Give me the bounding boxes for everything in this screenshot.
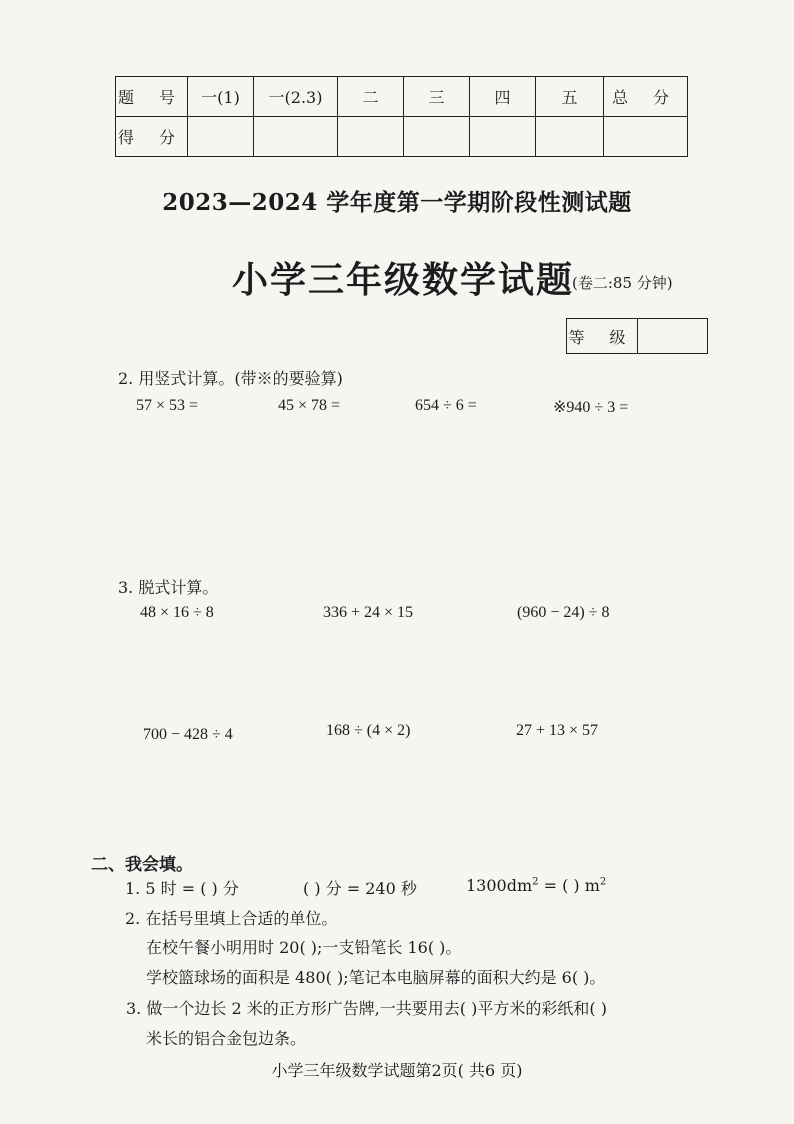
score-cell-total: 总 分 bbox=[604, 77, 688, 117]
q3-item: (960 − 24) ÷ 8 bbox=[517, 604, 610, 621]
exam-subtitle: 2023—2024 学年度第一学期阶段性测试题 bbox=[162, 189, 632, 216]
q2-item: 57 × 53 = bbox=[136, 397, 199, 414]
score-cell: 一(2.3) bbox=[254, 77, 338, 117]
q3-heading: 3. 脱式计算。 bbox=[118, 578, 219, 597]
score-blank[interactable] bbox=[536, 117, 604, 157]
fill-3-line1: 3. 做一个边长 2 米的正方形广告牌,一共要用去( )平方米的彩纸和( ) bbox=[126, 999, 607, 1018]
fill-1b: ( ) 分 = 240 秒 bbox=[303, 879, 417, 898]
score-cell: 四 bbox=[470, 77, 536, 117]
q3-item: 27 + 13 × 57 bbox=[516, 722, 599, 739]
q3-item: 700 − 428 ÷ 4 bbox=[143, 726, 233, 743]
fill-1c-sup: 2 bbox=[532, 876, 539, 888]
fill-1c-text: 1300dm bbox=[466, 876, 533, 895]
fill-2-line1: 在校午餐小明用时 20( );一支铅笔长 16( )。 bbox=[146, 938, 462, 957]
grade-value[interactable] bbox=[638, 319, 707, 353]
score-blank[interactable] bbox=[338, 117, 404, 157]
score-cell: 一(1) bbox=[188, 77, 254, 117]
fill-1a: 1. 5 时 = ( ) 分 bbox=[125, 879, 239, 898]
q3-item: 336 + 24 × 15 bbox=[323, 604, 414, 621]
exam-duration-note: (卷二:85 分钟) bbox=[572, 274, 673, 292]
score-table bbox=[115, 76, 688, 157]
score-blank[interactable] bbox=[470, 117, 536, 157]
q2-item: 45 × 78 = bbox=[278, 397, 341, 414]
q2-heading: 2. 用竖式计算。(带※的要验算) bbox=[118, 369, 343, 388]
score-blank[interactable] bbox=[604, 117, 688, 157]
fill-1c-sup2: 2 bbox=[599, 876, 607, 888]
fill-2-line2: 学校篮球场的面积是 480( );笔记本电脑屏幕的面积大约是 6( )。 bbox=[146, 968, 606, 987]
score-header-row bbox=[116, 77, 688, 117]
exam-title: 小学三年级数学试题 bbox=[232, 260, 575, 301]
q2-item: ※940 ÷ 3 = bbox=[553, 399, 629, 416]
section2-heading: 二、我会填。 bbox=[91, 855, 193, 875]
q3-item: 168 ÷ (4 × 2) bbox=[326, 722, 411, 739]
score-cell: 二 bbox=[338, 77, 404, 117]
score-blank[interactable] bbox=[404, 117, 470, 157]
score-cell: 五 bbox=[536, 77, 604, 117]
fill-2-heading: 2. 在括号里填上合适的单位。 bbox=[125, 909, 338, 928]
score-blank[interactable] bbox=[254, 117, 338, 157]
fill-1c-rest: = ( ) m bbox=[538, 876, 600, 895]
fill-1c bbox=[466, 876, 606, 895]
q2-item: 654 ÷ 6 = bbox=[415, 397, 477, 414]
grade-label: 等 级 bbox=[567, 319, 638, 353]
grade-box bbox=[566, 318, 708, 354]
score-row-label: 得 分 bbox=[116, 117, 188, 157]
page-footer: 小学三年级数学试题第2页( 共6 页) bbox=[271, 1061, 523, 1080]
q3-item: 48 × 16 ÷ 8 bbox=[140, 604, 214, 621]
score-value-row bbox=[116, 117, 688, 157]
score-blank[interactable] bbox=[188, 117, 254, 157]
fill-3-line2: 米长的铝合金包边条。 bbox=[146, 1029, 307, 1048]
score-cell-label: 题 号 bbox=[116, 77, 188, 117]
score-cell: 三 bbox=[404, 77, 470, 117]
